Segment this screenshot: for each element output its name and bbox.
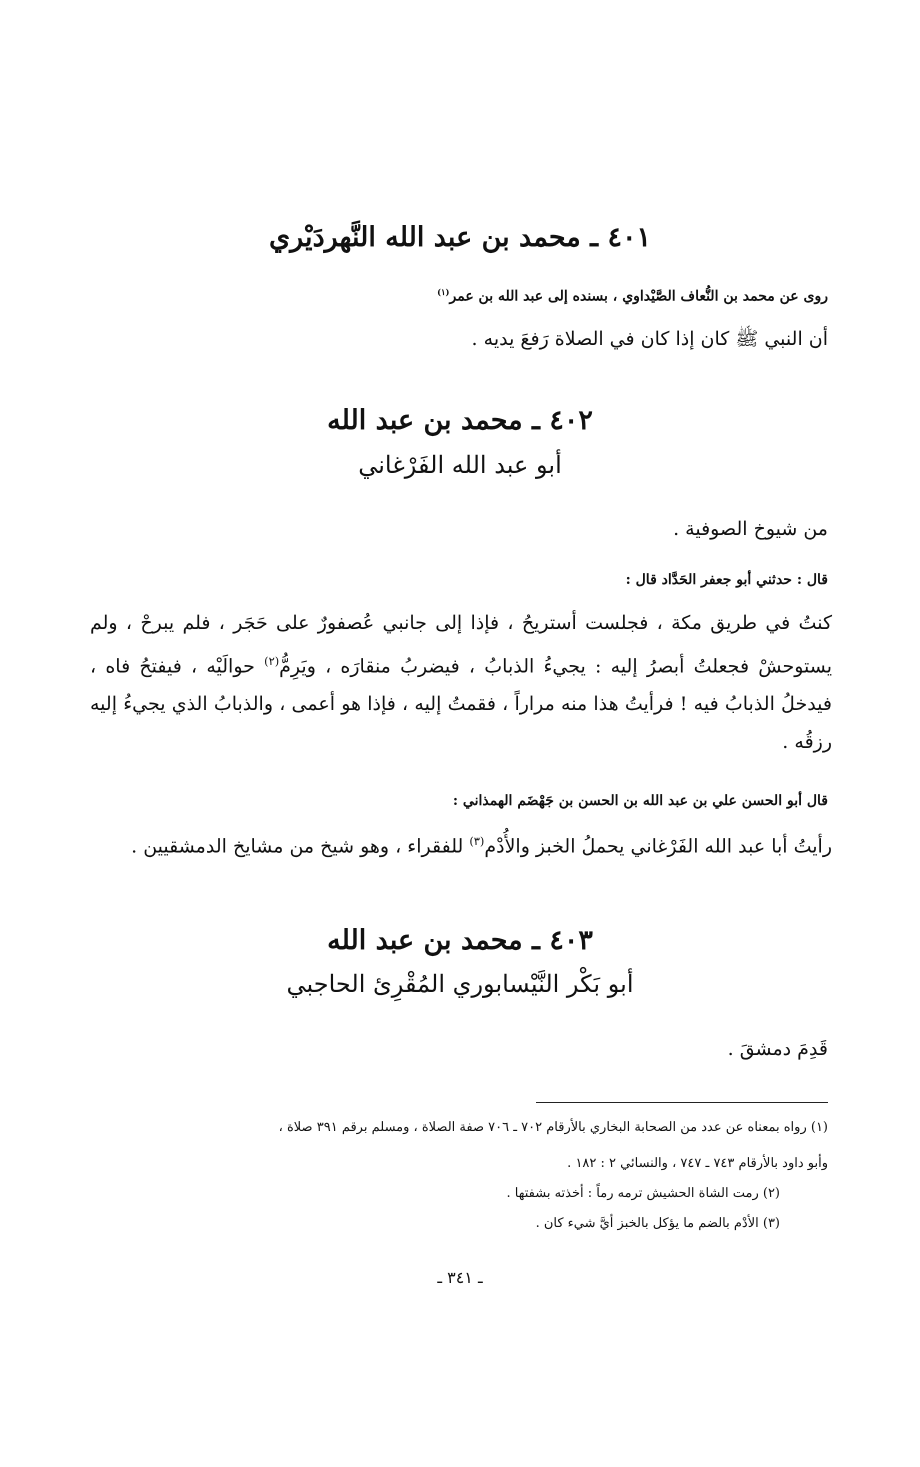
paragraph-1-text-a: كنتُ في طريق مكة ، فجلست أستريحُ ، فإذا إلى جانبي عُصفورٌ على حَجَر ، فلم يبرحْ ، ولم يستوحشْ فجعلتُ أبصرُ إليه : يجيءُ الذبابُ ، فيضربُ منقارَه ، ويَرِمُّ [90, 612, 832, 678]
footnote-ref-1: (١) [437, 287, 450, 297]
entry-401-chain-text: روى عن محمد بن النُّعاف الصَّيْداوي ، بسنده إلى عبد الله بن عمر [449, 288, 828, 305]
footnote-2: (٢) رمت الشاة الحشيش ترمه رماً : أخذته بشفتها . [506, 1186, 780, 1201]
footnote-3: (٣) الأدْم بالضم ما يؤكل بالخبز أيَّ شيء كان . [535, 1216, 780, 1231]
entry-402-title: ٤٠٢ ـ محمد بن عبد الله [327, 405, 593, 436]
footnote-ref-2: (٢) [264, 654, 280, 668]
paragraph-2-text-a: رأيتُ أبا عبد الله الفَرْغاني يحملُ الخبز والأُدْم [484, 835, 832, 858]
footnote-1-line-1: (١) رواه بمعناه عن عدد من الصحابة البخاري بالأرقام ٧٠٢ ـ ٧٠٦ صفة الصلاة ، ومسلم برقم ٣٩١ صلاة ، [278, 1120, 828, 1135]
entry-401-text: أن النبي ﷺ كان إذا كان في الصلاة رَفعَ يديه . [471, 328, 828, 350]
entry-403-intro: قَدِمَ دمشقَ . [727, 1038, 828, 1060]
entry-401-title: ٤٠١ ـ محمد بن عبد الله النَّهردَيْري [269, 222, 651, 253]
footnote-ref-3: (٣) [469, 834, 485, 848]
entry-402-paragraph-2 [90, 822, 832, 865]
paragraph-2-text-b: للفقراء ، وهو شيخ من مشايخ الدمشقيين . [131, 835, 470, 858]
entry-403-title: ٤٠٣ ـ محمد بن عبد الله [327, 925, 593, 956]
footnote-divider [536, 1102, 828, 1103]
entry-403-subtitle: أبو بَكْر النَّيْسابوري المُقْرِئ الحاجبي [286, 970, 634, 998]
footnote-1-line-2: وأبو داود بالأرقام ٧٤٣ ـ ٧٤٧ ، والنسائي ٢ : ١٨٢ . [567, 1156, 828, 1171]
entry-402-chain-2: قال أبو الحسن علي بن عبد الله بن الحسن بن جَهْضَم الهمذاني : [452, 793, 828, 809]
entry-402-subtitle: أبو عبد الله الفَرْغاني [358, 451, 562, 479]
entry-402-chain-1: قال : حدثني أبو جعفر الحَدَّاد قال : [625, 572, 828, 588]
entry-401-chain [437, 287, 828, 305]
page-number: ـ ٣٤١ ـ [437, 1268, 483, 1287]
entry-402-intro: من شيوخ الصوفية . [673, 518, 828, 540]
paragraph-1-text-b: حوالَيْه ، فيفتحُ فاه ، فيدخلُ الذبابُ فيه ! فرأيتُ هذا منه مراراً ، فقمتُ إليه ، فإذا هو أعمى ، والذبابُ الذي يجيءُ إليه رزقُه . [90, 655, 832, 754]
entry-402-paragraph-1 [90, 604, 832, 761]
